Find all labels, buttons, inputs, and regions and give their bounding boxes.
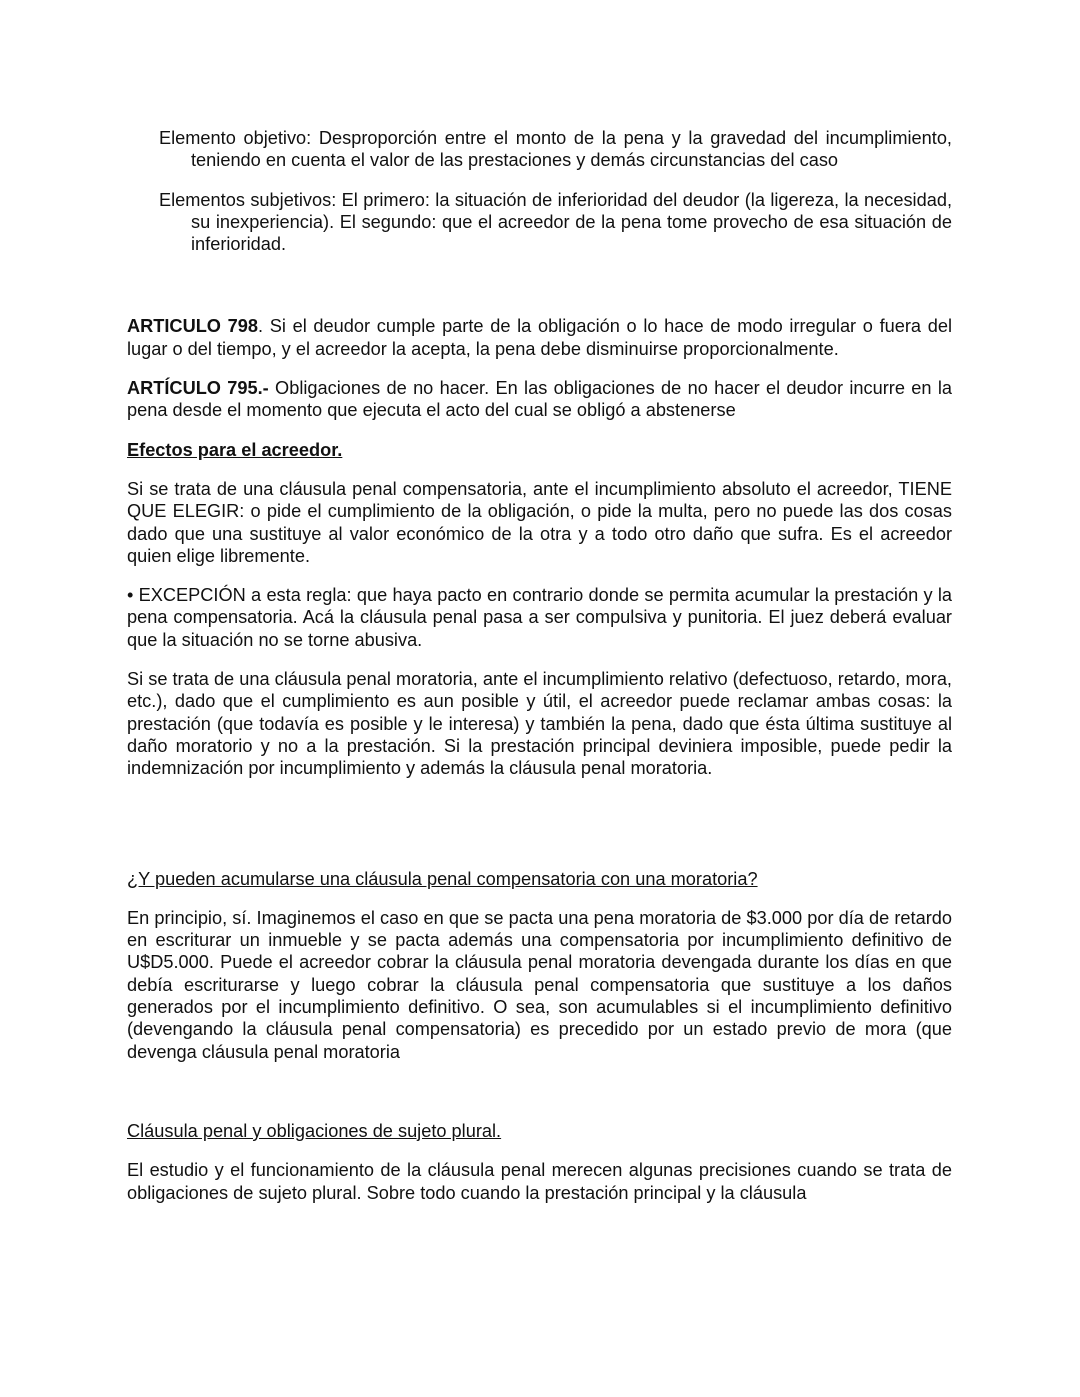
articulo-795-label: ARTÍCULO 795.- (127, 378, 269, 399)
elementos-subjetivos-paragraph: Elementos subjetivos: El primero: la situación de inferioridad del deudor (la ligereza, la necesidad, su inexperiencia). El segundo: que el acreedor de la pena tome provecho de esa situación de inferioridad. (159, 189, 952, 255)
efectos-heading: Efectos para el acreedor. (127, 439, 343, 460)
acumular-paragraph: En principio, sí. Imaginemos el caso en que se pacta una pena moratoria de $3.000 por día de retardo en escriturar un inmueble y se pacta además una compensatoria por incumplimiento definitivo de U$D5.000. Puede el acreedor cobrar la cláusula penal moratoria devengada durante los días en que debía escriturarse y luego cobrar la cláusula penal compensatoria que sustituye a los daños generados por el incumplimiento definitivo. O sea, son acumulables si el incumplimiento definitivo (devengando la cláusula penal compensatoria) es precedido por un estado previo de mora (que devenga cláusula penal moratoria (127, 907, 952, 1062)
plural-heading: Cláusula penal y obligaciones de sujeto plural. (127, 1120, 502, 1141)
document-page (127, 127, 952, 1204)
elemento-objetivo-paragraph: Elemento objetivo: Desproporción entre el monto de la pena y la gravedad del incumplimiento, teniendo en cuenta el valor de las prestaciones y demás circunstancias del caso (159, 128, 952, 171)
articulo-798-paragraph (127, 315, 952, 360)
articulo-795-paragraph (127, 377, 952, 422)
plural-paragraph: El estudio y el funcionamiento de la cláusula penal merecen algunas precisiones cuando se trata de obligaciones de sujeto plural. Sobre todo cuando la prestación principal y la cláusula (127, 1160, 952, 1203)
articulo-795-text: Obligaciones de no hacer. En las obligaciones de no hacer el deudor incurre en la pena desde el momento que ejecuta el acto del cual se obligó a abstenerse (127, 378, 952, 421)
efectos-paragraph-moratoria: Si se trata de una cláusula penal moratoria, ante el incumplimiento relativo (defectuoso, retardo, mora, etc.), dado que el cumplimiento es aun posible y útil, el acreedor puede reclamar ambas cosas: la prestación (que todavía es posible y le interesa) y también la pena, dado que ésta última sustituye al daño moratorio y no a la prestación. Si la prestación principal deviniera imposible, puede pedir la indemnización por incumplimiento y además la cláusula penal moratoria. (127, 669, 952, 779)
efectos-paragraph-excepcion: • EXCEPCIÓN a esta regla: que haya pacto en contrario donde se permita acumular la prestación y la pena compensatoria. Acá la cláusula penal pasa a ser compulsiva y punitoria. El juez deberá evaluar que la situación no se torne abusiva. (127, 585, 952, 650)
articulo-798-label: ARTICULO 798 (127, 316, 258, 337)
acumular-heading: ¿Y pueden acumularse una cláusula penal compensatoria con una moratoria? (127, 868, 758, 889)
efectos-paragraph-compensatoria: Si se trata de una cláusula penal compensatoria, ante el incumplimiento absoluto el acreedor, TIENE QUE ELEGIR: o pide el cumplimiento de la obligación, o pide la multa, pero no puede las dos cosas dado que una sustituye al valor económico de la otra y a todo otro daño que sufra. Es el acreedor quien elige libremente. (127, 478, 952, 566)
articulo-798-text: . Si el deudor cumple parte de la obligación o lo hace de modo irregular o fuera del lugar o del tiempo, y el acreedor la acepta, la pena debe disminuirse proporcionalmente. (127, 316, 953, 359)
